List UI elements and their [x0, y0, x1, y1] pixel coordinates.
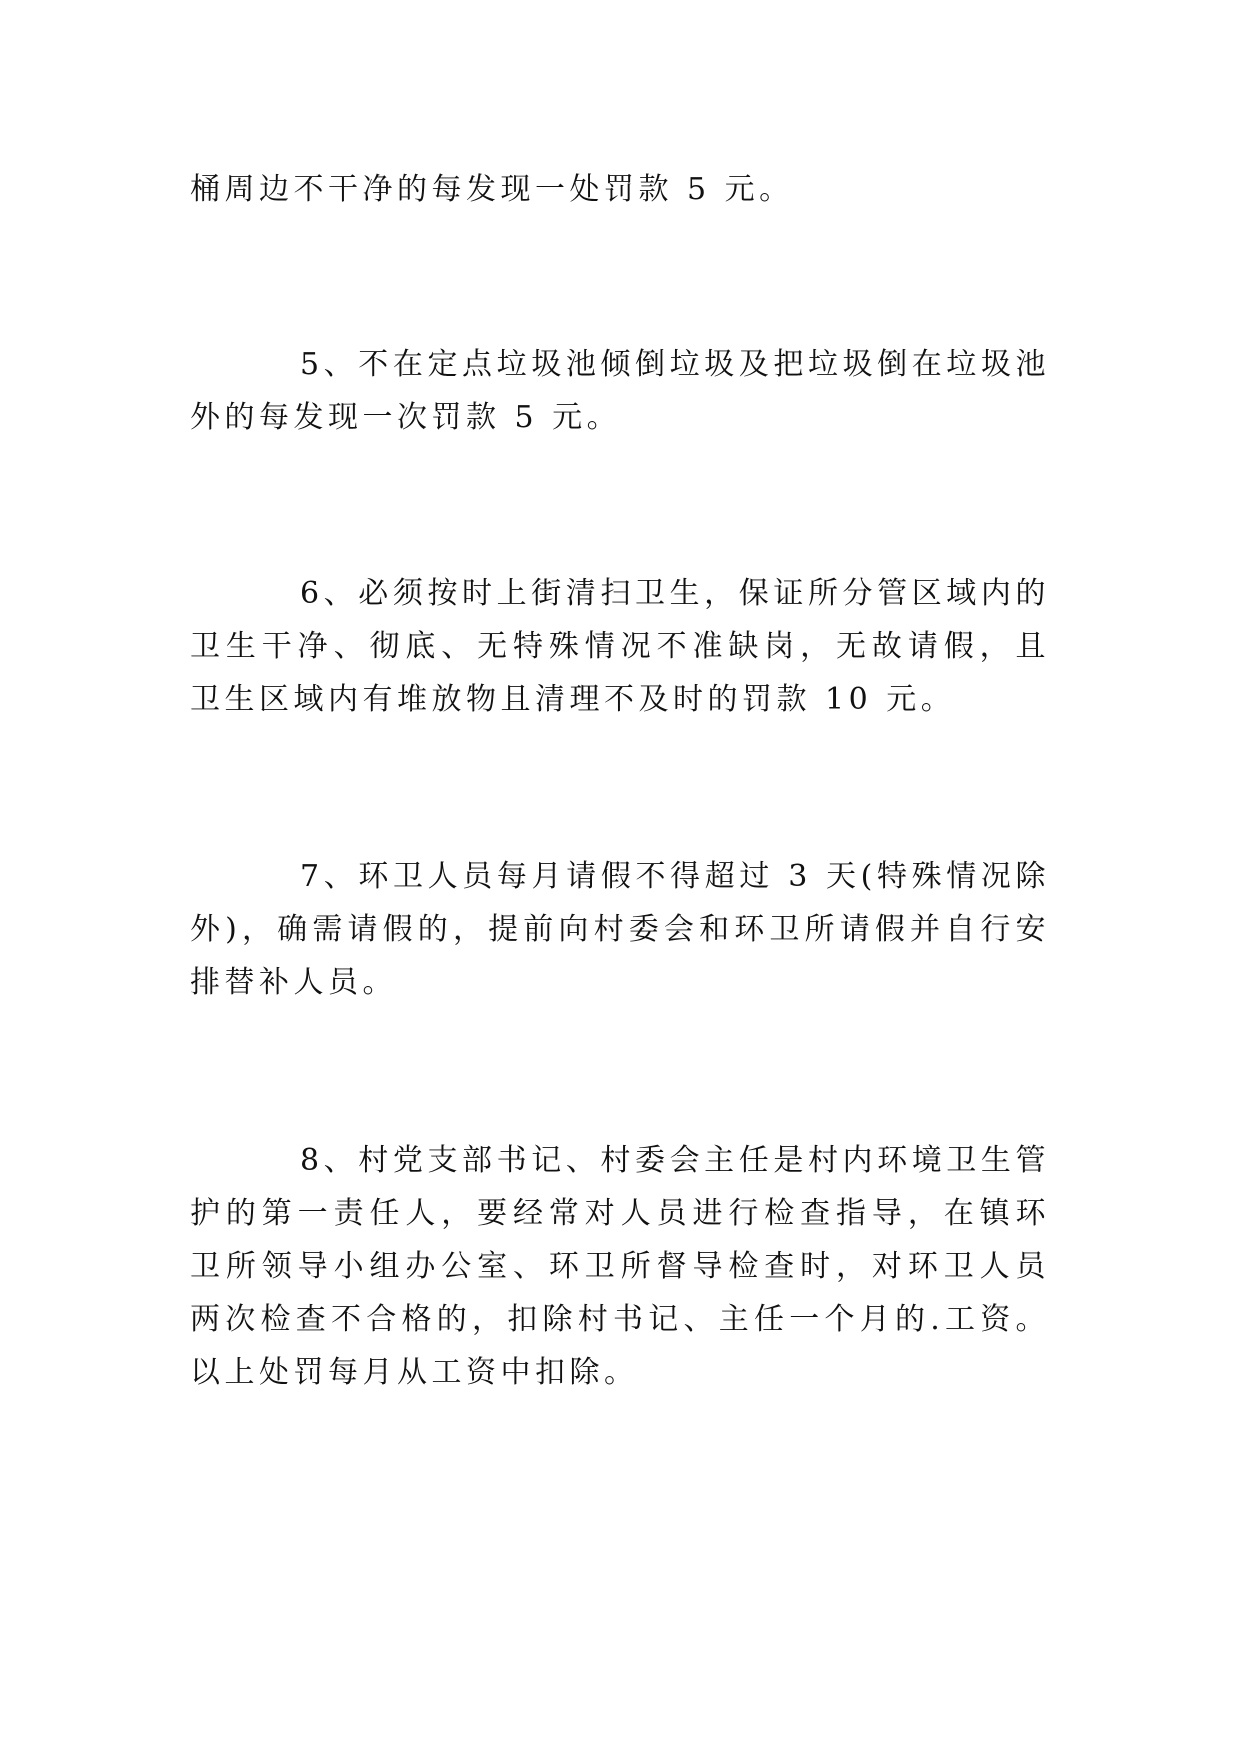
- paragraph-rule-7: 7、环卫人员每月请假不得超过 3 天(特殊情况除外)，确需请假的，提前向村委会和环卫所请假并自行安排替补人员。: [190, 859, 1050, 1000]
- paragraph-continuation: 桶周边不干净的每发现一处罚款 5 元。: [190, 172, 794, 207]
- paragraph-rule-5: 5、不在定点垃圾池倾倒垃圾及把垃圾倒在垃圾池外的每发现一次罚款 5 元。: [190, 347, 1050, 435]
- paragraph-rule-8: 8、村党支部书记、村委会主任是村内环境卫生管护的第一责任人，要经常对人员进行检查指导，在镇环卫所领导小组办公室、环卫所督导检查时，对环卫人员两次检查不合格的，扣除村书记、主任一个月的.工资。以上处罚每月从工资中扣除。: [190, 1143, 1050, 1390]
- paragraph-rule-6: 6、必须按时上街清扫卫生，保证所分管区域内的卫生干净、彻底、无特殊情况不准缺岗，无故请假，且卫生区域内有堆放物且清理不及时的罚款 10 元。: [190, 576, 1050, 717]
